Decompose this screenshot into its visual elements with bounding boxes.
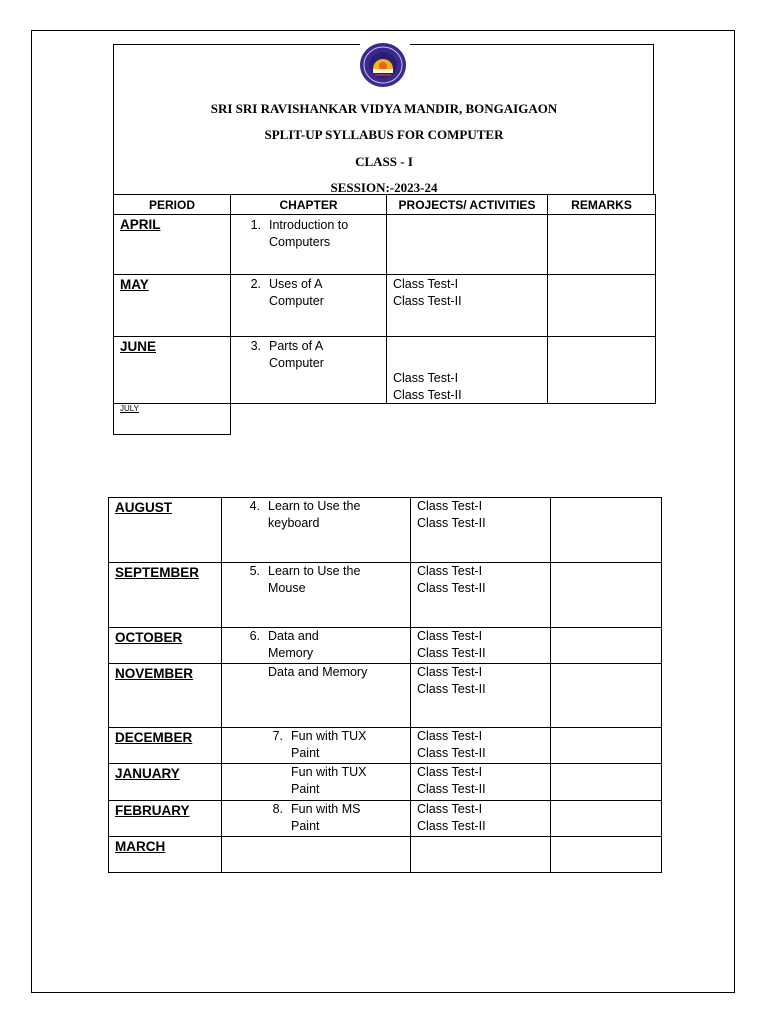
chapter-title: Data and — [268, 629, 319, 643]
chapter-title: Learn to Use the — [268, 499, 361, 513]
table-row — [114, 337, 656, 404]
month-label: JANUARY — [115, 766, 180, 781]
month-label: DECEMBER — [115, 730, 193, 745]
remarks-cell — [548, 215, 656, 275]
chapter-title-cont: keyboard — [268, 515, 320, 530]
activity: Class Test-I — [417, 729, 483, 743]
remarks-cell — [551, 801, 662, 837]
remarks-cell — [551, 664, 662, 728]
session-label: SESSION:-2023-24 — [330, 180, 438, 195]
table-header-row — [114, 195, 656, 215]
month-label: OCTOBER — [115, 630, 183, 645]
table-row — [109, 628, 662, 664]
chapter-number: 1. — [250, 218, 261, 232]
school-name: SRI SRI RAVISHANKAR VIDYA MANDIR, BONGAIGAON — [210, 101, 558, 116]
chapter-title: Uses of A — [269, 277, 323, 291]
chapter-title: Fun with TUX — [291, 729, 367, 743]
chapter-title: Fun with TUX — [291, 765, 367, 779]
class-label: CLASS - I — [355, 154, 413, 169]
table-row — [114, 275, 656, 337]
table-row — [114, 404, 656, 435]
chapter-title: Fun with MS — [291, 802, 361, 816]
chapter-number: 8. — [272, 802, 283, 816]
chapter-title-cont: Memory — [268, 645, 314, 660]
table-row — [109, 498, 662, 563]
month-label: APRIL — [120, 217, 161, 232]
chapter-title: Introduction to — [269, 218, 349, 232]
activity: Class Test-II — [417, 645, 486, 660]
chapter-title-cont: Computers — [269, 234, 331, 249]
chapter-title-cont: Computer — [269, 293, 324, 308]
chapter-number: 3. — [250, 339, 261, 353]
remarks-cell — [551, 764, 662, 801]
table-row — [114, 215, 656, 275]
table-row — [109, 837, 662, 873]
chapter-title: Parts of A — [269, 339, 324, 353]
table-row — [109, 764, 662, 801]
syllabus-table-bottom — [108, 497, 662, 873]
remarks-cell — [551, 728, 662, 764]
chapter-number: 7. — [272, 729, 283, 743]
table-row — [109, 728, 662, 764]
activity: Class Test-II — [393, 293, 462, 308]
table-row — [109, 801, 662, 837]
activity: Class Test-II — [417, 818, 486, 833]
month-label: JUNE — [120, 339, 157, 354]
chapter-number: 4. — [249, 499, 260, 513]
month-label: SEPTEMBER — [115, 565, 200, 580]
chapter-title: Learn to Use the — [268, 564, 361, 578]
chapter-number: 2. — [250, 277, 261, 291]
chapter-number: 5. — [249, 564, 260, 578]
chapter-title-cont: Paint — [291, 818, 320, 833]
table-row — [109, 664, 662, 728]
table-row — [109, 563, 662, 628]
remarks-cell — [548, 275, 656, 337]
activity: Class Test-I — [417, 499, 483, 513]
activity: Class Test-I — [417, 564, 483, 578]
syllabus-subtitle: SPLIT-UP SYLLABUS FOR COMPUTER — [264, 127, 504, 142]
header-chapter: CHAPTER — [231, 195, 387, 215]
month-label: JULY — [120, 404, 139, 413]
remarks-cell — [551, 498, 662, 563]
chapter-number: 6. — [249, 629, 260, 643]
month-label: FEBRUARY — [115, 803, 190, 818]
month-label: MARCH — [115, 839, 166, 854]
chapter-title-cont: Computer — [269, 355, 324, 370]
school-logo — [359, 42, 407, 88]
header-remarks: REMARKS — [548, 195, 656, 215]
remarks-cell — [551, 837, 662, 873]
activity: Class Test-II — [417, 781, 486, 796]
chapter-title-cont: Paint — [291, 781, 320, 796]
activity: Class Test-II — [417, 580, 486, 595]
activity: Class Test-I — [417, 665, 483, 679]
activity: Class Test-II — [417, 745, 486, 760]
remarks-cell — [551, 628, 662, 664]
activity: Class Test-I — [417, 765, 483, 779]
chapter-title: Data and Memory — [268, 665, 368, 679]
activity: Class Test-II — [417, 515, 486, 530]
activity: Class Test-I — [393, 277, 459, 291]
chapter-title-cont: Mouse — [268, 580, 306, 595]
month-label: AUGUST — [115, 500, 172, 515]
chapter-title-cont: Paint — [291, 745, 320, 760]
activity: Class Test-I — [417, 802, 483, 816]
syllabus-table-top — [113, 194, 656, 435]
header-period: PERIOD — [114, 195, 231, 215]
activity: Class Test-II — [417, 681, 486, 696]
month-label: MAY — [120, 277, 149, 292]
activity: Class Test-I — [417, 629, 483, 643]
header-projects: PROJECTS/ ACTIVITIES — [387, 195, 548, 215]
month-label: NOVEMBER — [115, 666, 194, 681]
activity: Class Test-I — [393, 371, 459, 385]
remarks-cell — [548, 337, 656, 404]
remarks-cell — [551, 563, 662, 628]
activity: Class Test-II — [393, 387, 462, 402]
